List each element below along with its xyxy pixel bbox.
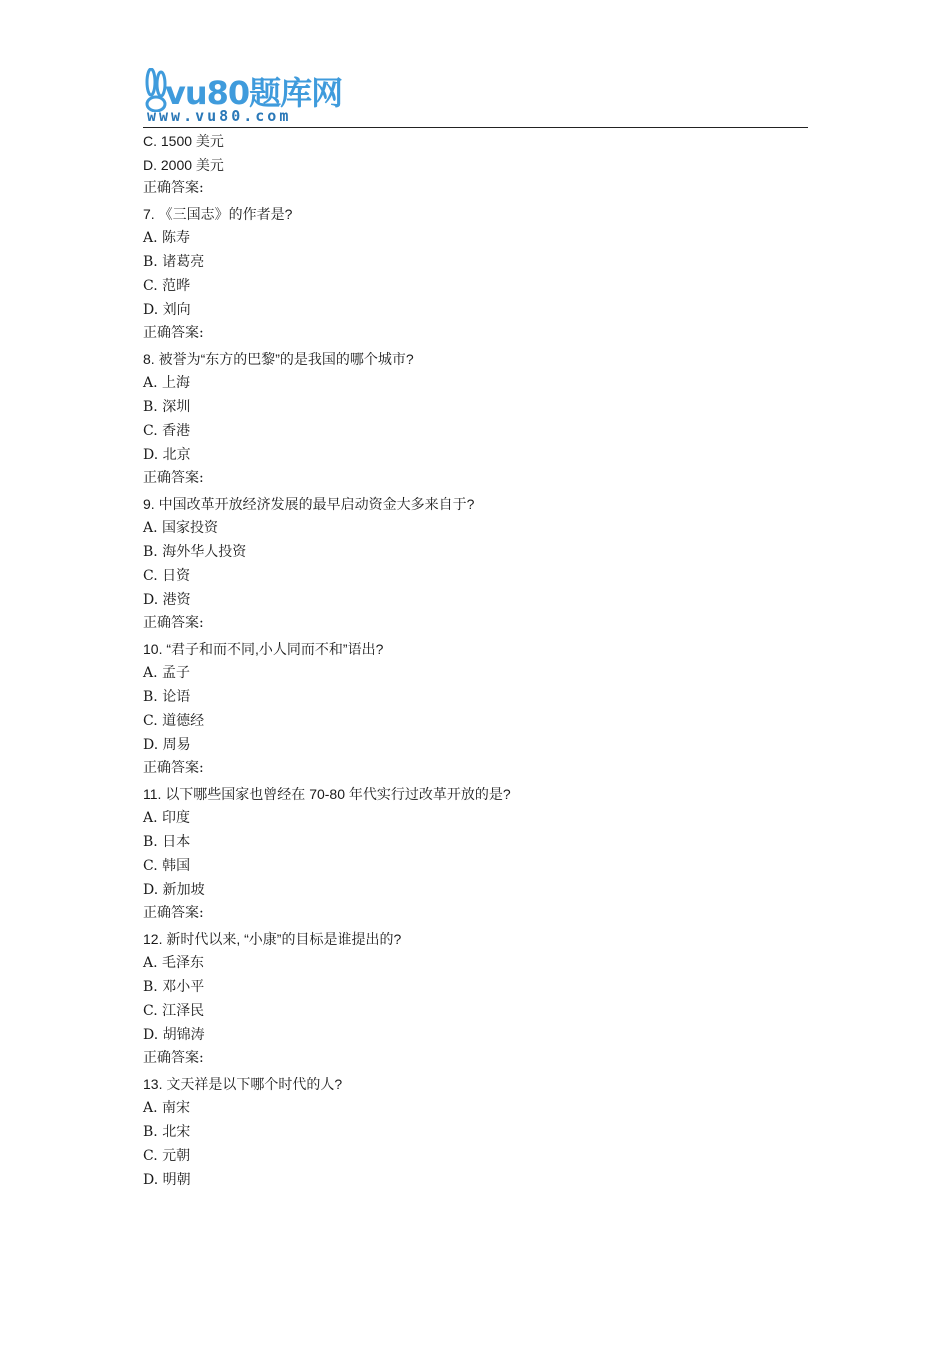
option-text: B. 论语 <box>143 689 191 705</box>
header-rule <box>143 127 808 128</box>
option-text: A. 国家投资 <box>143 520 219 536</box>
question-list <box>143 131 808 1190</box>
option-text: C. 江泽民 <box>143 1003 205 1019</box>
answer-label: 正确答案: <box>143 905 204 921</box>
site-logo <box>143 66 343 126</box>
option-text: C. 道德经 <box>143 713 205 729</box>
option-text: A. 陈寿 <box>143 230 191 246</box>
question-text: 9. 中国改革开放经济发展的最早启动资金大多来自于? <box>143 496 475 512</box>
answer-label: 正确答案: <box>143 1050 204 1066</box>
option-text: B. 日本 <box>143 834 191 850</box>
option-text: B. 邓小平 <box>143 979 205 995</box>
question-text: 8. 被誉为“东方的巴黎”的是我国的哪个城市? <box>143 351 414 367</box>
option-text: B. 深圳 <box>143 399 191 415</box>
option-text: C. 范晔 <box>143 278 191 294</box>
option-text: A. 印度 <box>143 810 191 826</box>
answer-label: 正确答案: <box>143 325 204 341</box>
option-text: C. 香港 <box>143 423 191 439</box>
option-text: C. 元朝 <box>143 1148 191 1164</box>
option-text: B. 海外华人投资 <box>143 544 247 560</box>
logo-url: www.vu80.com <box>147 107 292 125</box>
question-text: 10. “君子和而不同,小人同而不和”语出? <box>143 641 384 657</box>
option-text: A. 孟子 <box>143 665 191 681</box>
question-text: 12. 新时代以来, “小康”的目标是谁提出的? <box>143 931 402 947</box>
option-text: D. 2000 美元 <box>143 157 224 173</box>
answer-label: 正确答案: <box>143 760 204 776</box>
option-text: C. 韩国 <box>143 858 191 874</box>
option-text: D. 刘向 <box>143 302 191 318</box>
question-text: 11. 以下哪些国家也曾经在 70-80 年代实行过改革开放的是? <box>143 786 511 802</box>
answer-label: 正确答案: <box>143 470 204 486</box>
option-text: D. 胡锦涛 <box>143 1027 205 1043</box>
option-text: D. 港资 <box>143 592 191 608</box>
option-text: D. 北京 <box>143 447 191 463</box>
question-text: 13. 文天祥是以下哪个时代的人? <box>143 1076 343 1092</box>
option-text: D. 周易 <box>143 737 191 753</box>
page-header <box>143 66 808 128</box>
option-text: B. 诸葛亮 <box>143 254 205 270</box>
option-text: C. 日资 <box>143 568 191 584</box>
answer-label: 正确答案: <box>143 615 204 631</box>
option-text: B. 北宋 <box>143 1124 191 1140</box>
option-text: A. 南宋 <box>143 1100 191 1116</box>
option-text: A. 上海 <box>143 375 191 391</box>
option-text: C. 1500 美元 <box>143 133 224 149</box>
option-text: D. 明朝 <box>143 1172 191 1188</box>
answer-label: 正确答案: <box>143 180 204 196</box>
option-text: A. 毛泽东 <box>143 955 205 971</box>
question-text: 7. 《三国志》的作者是? <box>143 206 293 222</box>
logo-name: vu80题库网 <box>165 74 343 112</box>
option-text: D. 新加坡 <box>143 882 205 898</box>
